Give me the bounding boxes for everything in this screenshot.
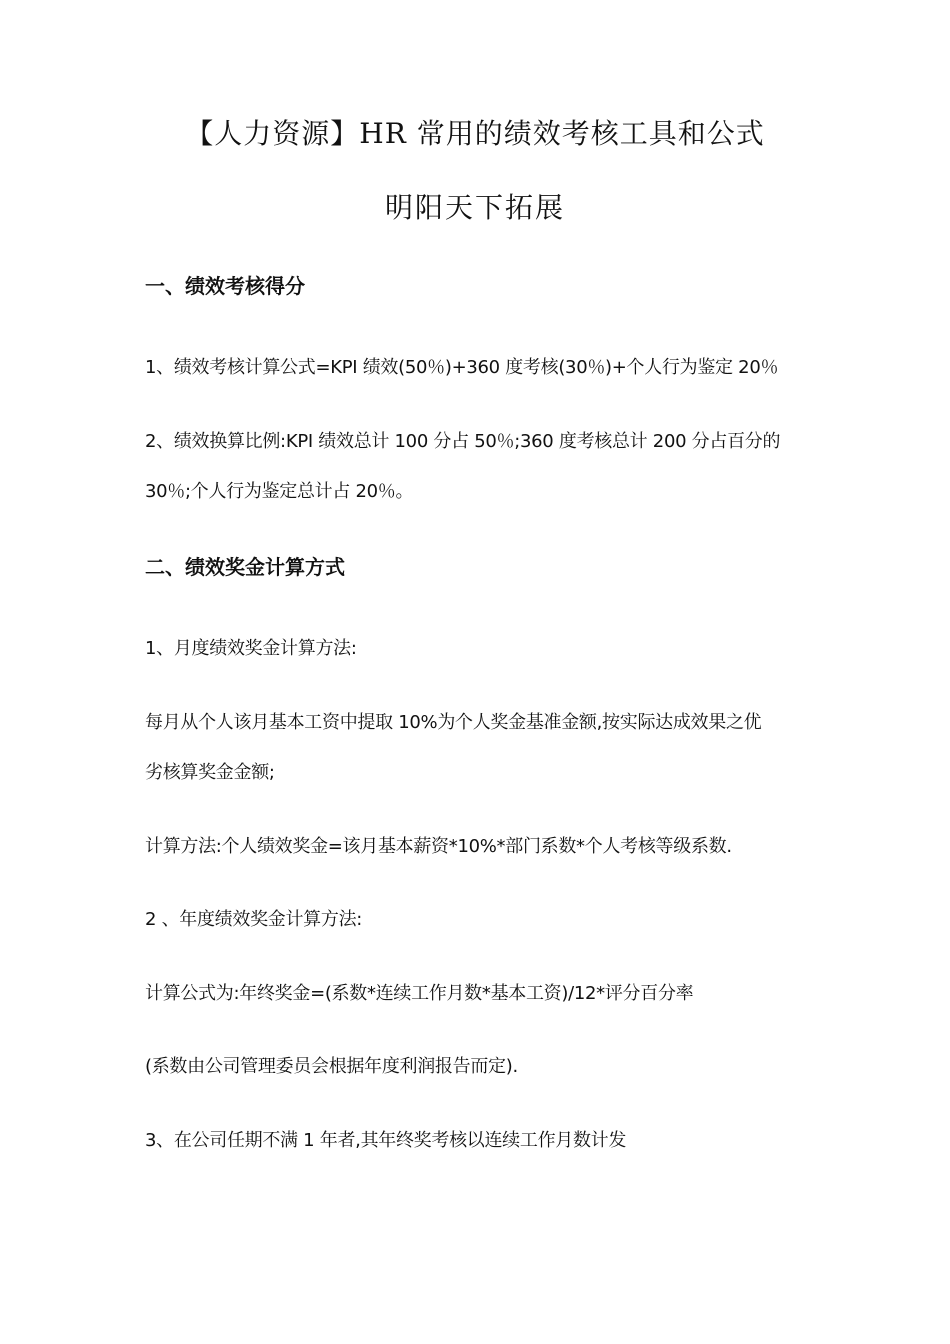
paragraph-line: 2、绩效换算比例:KPI 绩效总计 100 分占 50％;360 度考核总计 200 分占百分的 — [145, 431, 781, 452]
paragraph-line: 1、绩效考核计算公式=KPI 绩效(50％)+360 度考核(30％)+个人行为鉴定 20％ — [145, 357, 779, 378]
document-title: 【人力资源】HR 常用的绩效考核工具和公式 — [185, 117, 765, 150]
paragraph-line: 计算方法:个人绩效奖金=该月基本薪资*10%*部门系数*个人考核等级系数. — [145, 836, 732, 857]
paragraph-line: 劣核算奖金金额; — [145, 762, 275, 783]
section-heading-bonus-calculation: 二、绩效奖金计算方式 — [145, 555, 345, 579]
section-heading-performance-score: 一、绩效考核得分 — [145, 274, 305, 298]
paragraph-line: (系数由公司管理委员会根据年度利润报告而定). — [145, 1056, 518, 1077]
paragraph-line: 30％;个人行为鉴定总计占 20％。 — [145, 481, 414, 502]
paragraph-line: 计算公式为:年终奖金=(系数*连续工作月数*基本工资)/12*评分百分率 — [145, 983, 694, 1004]
document-subtitle: 明阳天下拓展 — [384, 191, 565, 224]
paragraph-line: 3、在公司任期不满 1 年者,其年终奖考核以连续工作月数计发 — [145, 1130, 627, 1151]
paragraph-line: 2 、年度绩效奖金计算方法: — [145, 909, 363, 930]
paragraph-line: 1、月度绩效奖金计算方法: — [145, 638, 357, 659]
paragraph-line: 每月从个人该月基本工资中提取 10%为个人奖金基准金额,按实际达成效果之优 — [145, 712, 762, 733]
